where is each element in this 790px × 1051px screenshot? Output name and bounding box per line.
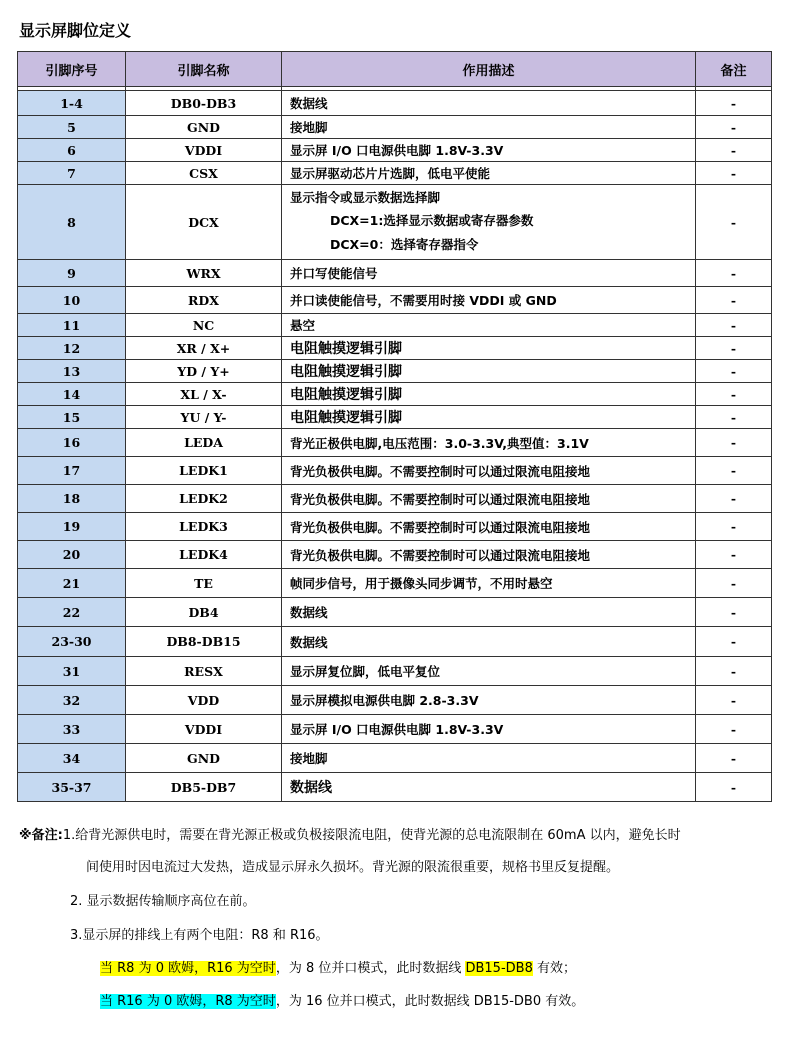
table-row [18,360,772,383]
pin-name-cell: XR / X+ [126,337,282,360]
pin-name-cell: LEDK3 [126,513,282,541]
pin-name-cell: VDDI [126,139,282,162]
pin-name-cell: DCX [126,185,282,260]
pin-name-cell: LEDA [126,429,282,457]
pin-name-cell: YD / Y+ [126,360,282,383]
pin-name-cell: XL / X- [126,383,282,406]
pin-description-cell: 帧同步信号，用于摄像头同步调节，不用时悬空 [282,569,696,598]
pin-remark-cell: - [696,686,772,715]
pin-name-cell: TE [126,569,282,598]
pin-description-cell: 电阻触摸逻辑引脚 [282,360,696,383]
pin-remark-cell: - [696,360,772,383]
pin-remark-cell: - [696,260,772,287]
description-line: 显示指令或显示数据选择脚 [290,190,441,205]
pin-description-cell: 并口写使能信号 [282,260,696,287]
table-row [18,185,772,260]
highlight-16bit-condition: 当 R16 为 0 欧姆，R8 为空时 [100,994,276,1009]
pin-number-cell: 21 [18,569,126,598]
pin-name-cell: RDX [126,287,282,314]
pin-number-cell: 6 [18,139,126,162]
pin-remark-cell: - [696,457,772,485]
table-row [18,715,772,744]
pin-remark-cell: - [696,139,772,162]
pin-description-cell: 显示屏 I/O 口电源供电脚 1.8V-3.3V [282,715,696,744]
table-row [18,429,772,457]
pin-remark-cell: - [696,406,772,429]
pin-number-cell: 7 [18,162,126,185]
pin-remark-cell: - [696,162,772,185]
note-4: 当 R8 为 0 欧姆，R16 为空时，为 8 位并口模式，此时数据线 DB15-DB8 有效； [100,961,576,976]
pin-remark-cell: - [696,657,772,686]
pin-remark-cell: - [696,715,772,744]
pin-description-cell: 数据线 [282,627,696,657]
pin-number-cell: 31 [18,657,126,686]
note-3: 3.显示屏的排线上有两个电阻：R8 和 R16。 [70,928,329,943]
highlight-8bit-bus: DB15-DB8 [465,961,533,976]
pin-description-cell: 背光负极供电脚。不需要控制时可以通过限流电阻接地 [282,513,696,541]
header-pin-name: 引脚名称 [126,52,282,87]
pin-number-cell: 12 [18,337,126,360]
pin-number-cell: 8 [18,185,126,260]
pin-description-cell [282,185,696,260]
pin-description-cell: 接地脚 [282,116,696,139]
pin-number-cell: 23-30 [18,627,126,657]
pin-number-cell: 10 [18,287,126,314]
table-row [18,139,772,162]
notes-label: ※备注: [19,828,63,843]
pin-number-cell: 9 [18,260,126,287]
pin-remark-cell: - [696,744,772,773]
pin-number-cell: 17 [18,457,126,485]
pin-description-cell: 电阻触摸逻辑引脚 [282,406,696,429]
table-row [18,485,772,513]
table-row [18,569,772,598]
table-row [18,406,772,429]
note-5: 当 R16 为 0 欧姆，R8 为空时，为 16 位并口模式，此时数据线 DB15-DB0 有效。 [100,994,585,1009]
table-row [18,657,772,686]
pin-definition-table [17,51,772,802]
pin-description-cell: 电阻触摸逻辑引脚 [282,383,696,406]
pin-name-cell: GND [126,116,282,139]
highlight-8bit-condition: 当 R8 为 0 欧姆，R16 为空时 [100,961,276,976]
pin-remark-cell: - [696,773,772,802]
pin-number-cell: 20 [18,541,126,569]
pin-name-cell: GND [126,744,282,773]
pin-remark-cell: - [696,337,772,360]
table-row [18,457,772,485]
pin-name-cell: DB4 [126,598,282,627]
pin-name-cell: LEDK1 [126,457,282,485]
pin-remark-cell: - [696,116,772,139]
pin-name-cell: WRX [126,260,282,287]
table-header-row [18,52,772,87]
table-row [18,314,772,337]
pin-name-cell: VDD [126,686,282,715]
pin-number-cell: 1-4 [18,91,126,116]
pin-description-cell: 并口读使能信号，不需要用时接 VDDI 或 GND [282,287,696,314]
pin-name-cell: RESX [126,657,282,686]
pin-description-cell: 接地脚 [282,744,696,773]
header-function: 作用描述 [282,52,696,87]
table-row [18,773,772,802]
pin-number-cell: 14 [18,383,126,406]
pin-description-cell: 背光负极供电脚。不需要控制时可以通过限流电阻接地 [282,541,696,569]
pin-remark-cell: - [696,541,772,569]
pin-number-cell: 15 [18,406,126,429]
table-row [18,162,772,185]
pin-remark-cell: - [696,569,772,598]
pin-name-cell: NC [126,314,282,337]
pin-description-cell: 显示屏驱动芯片片选脚，低电平使能 [282,162,696,185]
table-row [18,627,772,657]
pin-remark-cell: - [696,627,772,657]
table-row [18,287,772,314]
pin-remark-cell: - [696,383,772,406]
pin-number-cell: 16 [18,429,126,457]
pin-description-cell: 电阻触摸逻辑引脚 [282,337,696,360]
note-2: 2. 显示数据传输顺序高位在前。 [70,894,256,909]
pin-number-cell: 11 [18,314,126,337]
pin-number-cell: 13 [18,360,126,383]
pin-description-cell: 背光正极供电脚,电压范围：3.0-3.3V,典型值：3.1V [282,429,696,457]
pin-name-cell: LEDK2 [126,485,282,513]
table-row [18,513,772,541]
pin-description-cell: 数据线 [282,91,696,116]
table-row [18,337,772,360]
table-row [18,541,772,569]
pin-name-cell: DB8-DB15 [126,627,282,657]
pin-description-cell: 数据线 [282,598,696,627]
table-row [18,91,772,116]
pin-number-cell: 19 [18,513,126,541]
table-row [18,598,772,627]
pin-remark-cell: - [696,485,772,513]
pin-remark-cell: - [696,185,772,260]
table-row [18,260,772,287]
pin-number-cell: 5 [18,116,126,139]
pin-number-cell: 35-37 [18,773,126,802]
pin-remark-cell: - [696,429,772,457]
pin-description-cell: 背光负极供电脚。不需要控制时可以通过限流电阻接地 [282,457,696,485]
description-subline: DCX=1:选择显示数据或寄存器参数 [330,213,534,228]
page-title: 显示屏脚位定义 [19,21,132,40]
note-1-line-2: 间使用时因电流过大发热，造成显示屏永久损坏。背光源的限流很重要，规格书里反复提醒。 [86,860,620,875]
pin-name-cell: CSX [126,162,282,185]
pin-name-cell: DB0-DB3 [126,91,282,116]
table-row [18,686,772,715]
pin-remark-cell: - [696,314,772,337]
description-subline: DCX=0：选择寄存器指令 [330,237,479,252]
pin-name-cell: VDDI [126,715,282,744]
pin-description-cell: 背光负极供电脚。不需要控制时可以通过限流电阻接地 [282,485,696,513]
header-pin-no: 引脚序号 [18,52,126,87]
pin-number-cell: 32 [18,686,126,715]
pin-number-cell: 33 [18,715,126,744]
pin-description-cell: 显示屏模拟电源供电脚 2.8-3.3V [282,686,696,715]
table-row [18,116,772,139]
header-remark: 备注 [696,52,772,87]
pin-name-cell: DB5-DB7 [126,773,282,802]
pin-number-cell: 22 [18,598,126,627]
table-row [18,744,772,773]
pin-description-cell: 数据线 [282,773,696,802]
pin-remark-cell: - [696,598,772,627]
pin-description-cell: 显示屏 I/O 口电源供电脚 1.8V-3.3V [282,139,696,162]
pin-description-cell: 显示屏复位脚，低电平复位 [282,657,696,686]
note-1-line-1: ※备注:1.给背光源供电时，需要在背光源正极或负极接限流电阻，使背光源的总电流限制在 60mA 以内，避免长时 [19,828,681,843]
pin-number-cell: 34 [18,744,126,773]
pin-remark-cell: - [696,91,772,116]
pin-name-cell: YU / Y- [126,406,282,429]
pin-name-cell: LEDK4 [126,541,282,569]
pin-number-cell: 18 [18,485,126,513]
pin-description-cell: 悬空 [282,314,696,337]
pin-remark-cell: - [696,513,772,541]
pin-remark-cell: - [696,287,772,314]
table-row [18,383,772,406]
